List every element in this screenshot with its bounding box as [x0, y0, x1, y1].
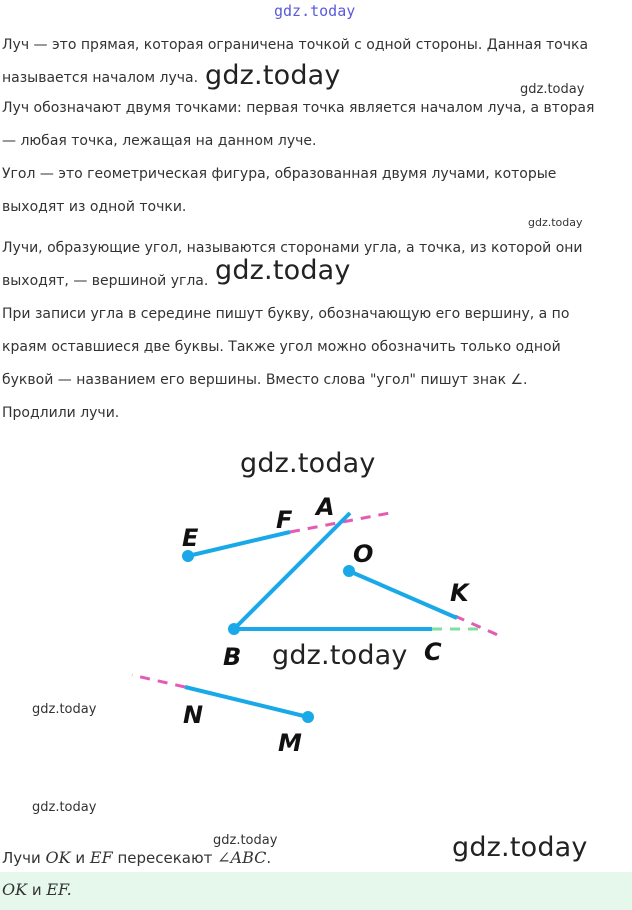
ray-mn-extension — [132, 675, 185, 687]
label-a: A — [316, 493, 335, 521]
label-n: N — [183, 701, 204, 729]
label-e: E — [182, 524, 199, 552]
text-line-6: выходят из одной точки. — [2, 199, 187, 215]
ray-mn — [185, 687, 308, 717]
text-line-12: Продлили лучи. — [2, 405, 120, 421]
text-line-9: При записи угла в середине пишут букву, обозначающую его вершину, а по — [2, 306, 570, 322]
answer-prefix: Лучи — [2, 849, 46, 867]
label-o: O — [353, 540, 374, 568]
highlight-text — [2, 880, 72, 899]
ray-ok — [349, 571, 457, 618]
point-m — [302, 711, 314, 723]
text-line-11: буквой — названием его вершины. Вместо слова "угол" пишут знак ∠. — [2, 372, 528, 388]
label-m: M — [278, 729, 302, 757]
text-line-1: Луч — это прямая, которая ограничена точкой с одной стороны. Данная точка — [2, 37, 589, 53]
ray-ok-extension-pink — [455, 616, 500, 636]
text-line-10: краям оставшиеся две буквы. Также угол можно обозначить только одной — [2, 339, 561, 355]
text-line-4: — любая точка, лежащая на данном луче. — [2, 133, 317, 149]
answer-conj: и — [70, 849, 90, 867]
highlight-conj: и — [27, 881, 47, 899]
point-b — [228, 623, 240, 635]
text-line-8: выходят, — вершиной угла. — [2, 273, 209, 289]
answer-ray-ef: EF — [89, 848, 113, 867]
label-c: C — [424, 638, 442, 666]
label-b: B — [223, 643, 242, 671]
watermark-7: gdz.today — [32, 702, 97, 717]
answer-verb: пересекают — [112, 849, 218, 867]
watermark-10: gdz.today — [452, 832, 588, 863]
watermark-5: gdz.today — [240, 448, 376, 479]
label-k: K — [450, 579, 469, 607]
watermark-2: gdz.today — [520, 82, 585, 97]
text-line-2: называется началом луча. — [2, 70, 199, 86]
label-f: F — [276, 506, 293, 534]
text-line-5: Угол — это геометрическая фигура, образованная двумя лучами, которые — [2, 166, 557, 182]
watermark-8: gdz.today — [32, 800, 97, 815]
highlight-ray-ok: OK — [2, 880, 28, 899]
ray-ef — [188, 532, 290, 556]
text-line-7: Лучи, образующие угол, называются сторонами угла, а точка, из которой они — [2, 240, 583, 256]
watermark-top: gdz.today — [274, 2, 356, 20]
answer-angle: ∠ABC — [217, 848, 267, 867]
answer-line — [2, 848, 271, 868]
watermark-3: gdz.today — [528, 216, 583, 229]
watermark-4: gdz.today — [215, 255, 351, 286]
watermark-6: gdz.today — [272, 640, 408, 671]
watermark-1: gdz.today — [205, 60, 341, 91]
highlight-end: . — [66, 880, 72, 899]
watermark-9: gdz.today — [213, 833, 278, 848]
answer-ray-ok: OK — [45, 848, 71, 867]
answer-end: . — [266, 849, 272, 867]
highlight-bar — [0, 872, 632, 910]
highlight-ray-ef: EF — [46, 880, 67, 899]
text-line-3: Луч обозначают двумя точками: первая точка является началом луча, а вторая — [2, 100, 595, 116]
